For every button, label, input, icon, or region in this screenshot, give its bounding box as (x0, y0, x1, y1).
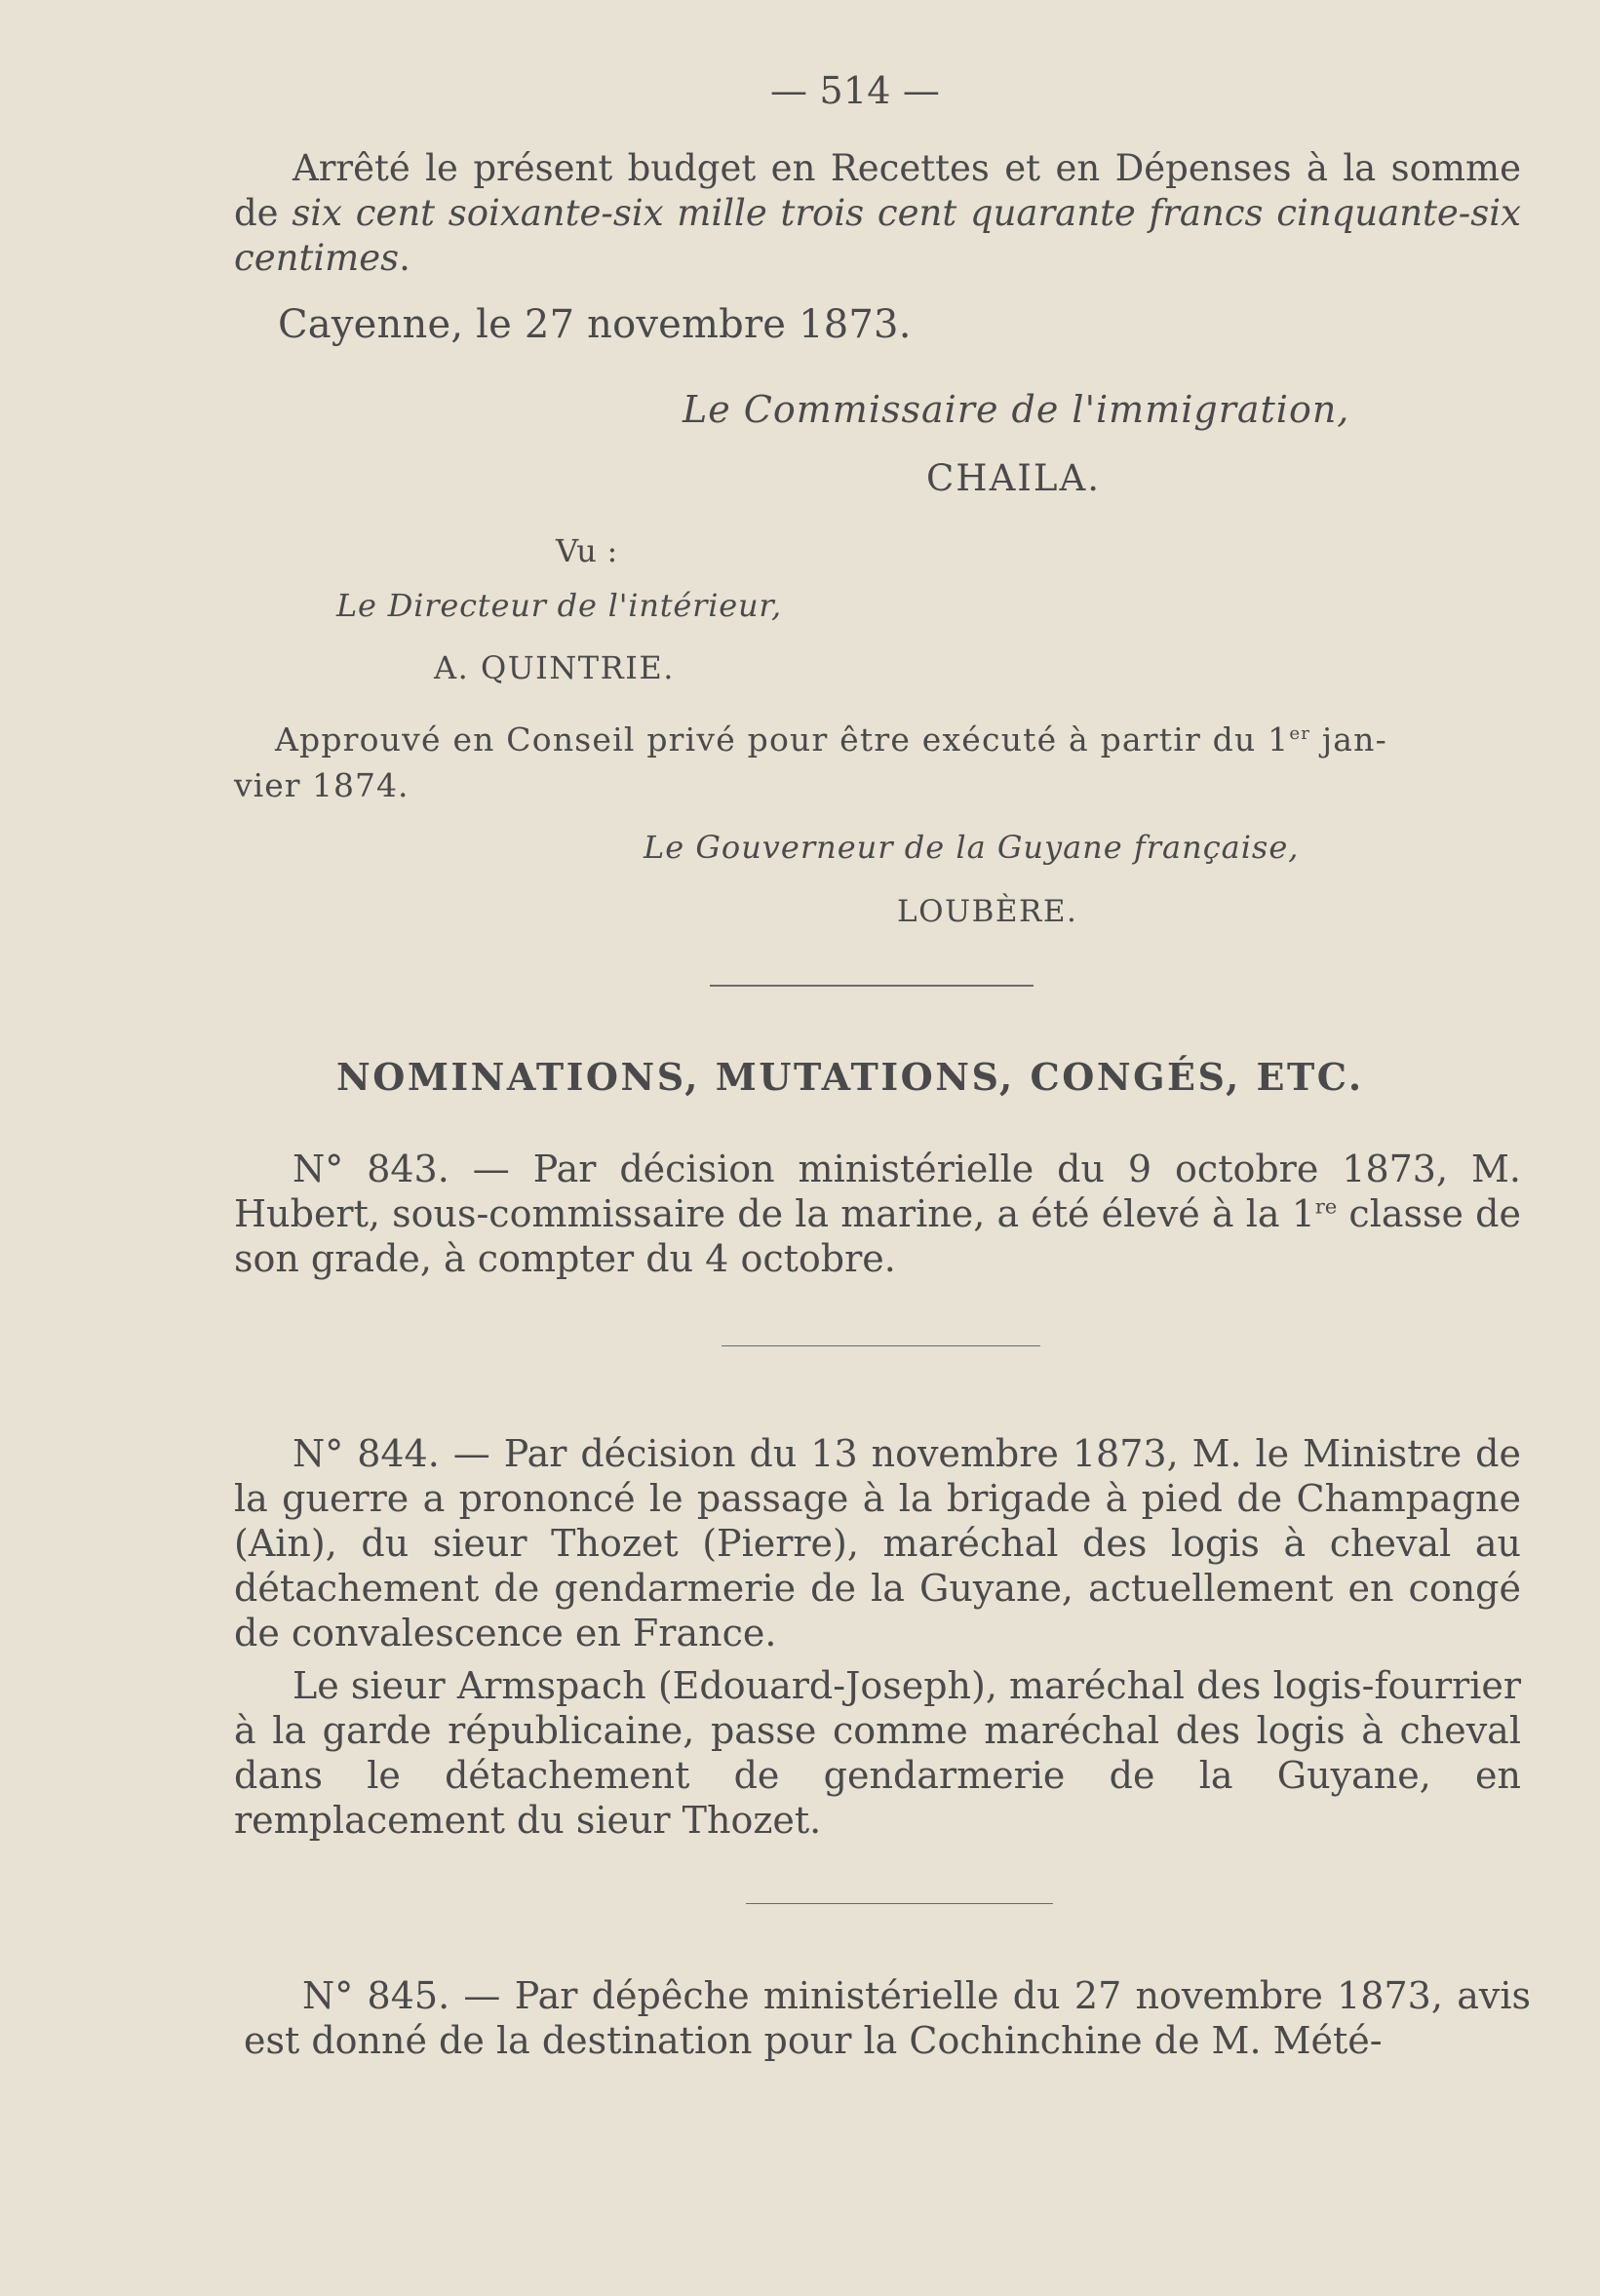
approval-sup: er (1289, 723, 1311, 744)
place-date: Cayenne, le 27 novembre 1873. (278, 302, 912, 347)
budget-text-start: Arrêté le présent budget en Recettes et en Dépenses à la somme de (234, 147, 1521, 234)
budget-text-end: . (399, 237, 410, 279)
entry-843-end: classe de son grade, à compter du 4 octobre. (234, 1192, 1521, 1280)
gouverneur-name: LOUBÈRE. (897, 894, 1078, 929)
approval-text: Approuvé en Conseil privé pour être exécuté à partir du 1 (275, 720, 1290, 759)
commissaire-title: Le Commissaire de l'immigration, (683, 388, 1350, 431)
commissaire-name: CHAILA. (926, 457, 1101, 499)
budget-amount: six cent soixante-six mille trois cent quarante francs cinquante-six centimes (234, 192, 1521, 279)
entry-844-paragraph-2: Le sieur Armspach (Edouard-Joseph), maréchal des logis-fourrier à la garde républicaine, passe comme maréchal des logis à cheval dans le détachement de gendarmerie de la Guyane, en remplacement du sieur Thozet. (234, 1664, 1521, 1842)
gouverneur-title: Le Gouverneur de la Guyane française, (644, 829, 1300, 866)
divider-rule (746, 1903, 1053, 1904)
vu-label: Vu : (556, 532, 618, 569)
approval-line-2: vier 1874. (234, 766, 410, 804)
entry-843-sup: re (1314, 1194, 1338, 1219)
section-heading: NOMINATIONS, MUTATIONS, CONGÉS, ETC. (336, 1055, 1364, 1099)
entry-843 (234, 1147, 1521, 1281)
approval-line-1 (275, 718, 1387, 762)
entry-843-text: N° 843. — Par décision ministérielle du 9 octobre 1873, M. Hubert, sous-commissaire de la marine, a été élevé à la 1 (234, 1148, 1521, 1235)
divider-rule (722, 1345, 1040, 1346)
entry-845: N° 845. — Par dépêche ministérielle du 27 novembre 1873, avis est donné de la destination pour la Cochinchine de M. Mété- (244, 1974, 1531, 2062)
budget-paragraph (234, 146, 1521, 281)
directeur-name: A. QUINTRIE. (434, 649, 675, 686)
page-number: — 514 — (770, 69, 941, 112)
entry-844-paragraph-1: N° 844. — Par décision du 13 novembre 1873, M. le Ministre de la guerre a prononcé le passage à la brigade à pied de Champagne (Ain), du sieur Thozet (Pierre), maréchal des logis à cheval au détachement de gendarmerie de la Guyane, actuellement en congé de convalescence en France. (234, 1432, 1521, 1654)
approval-end: jan- (1310, 720, 1387, 759)
divider-rule (710, 985, 1034, 987)
directeur-title: Le Directeur de l'intérieur, (336, 587, 782, 624)
